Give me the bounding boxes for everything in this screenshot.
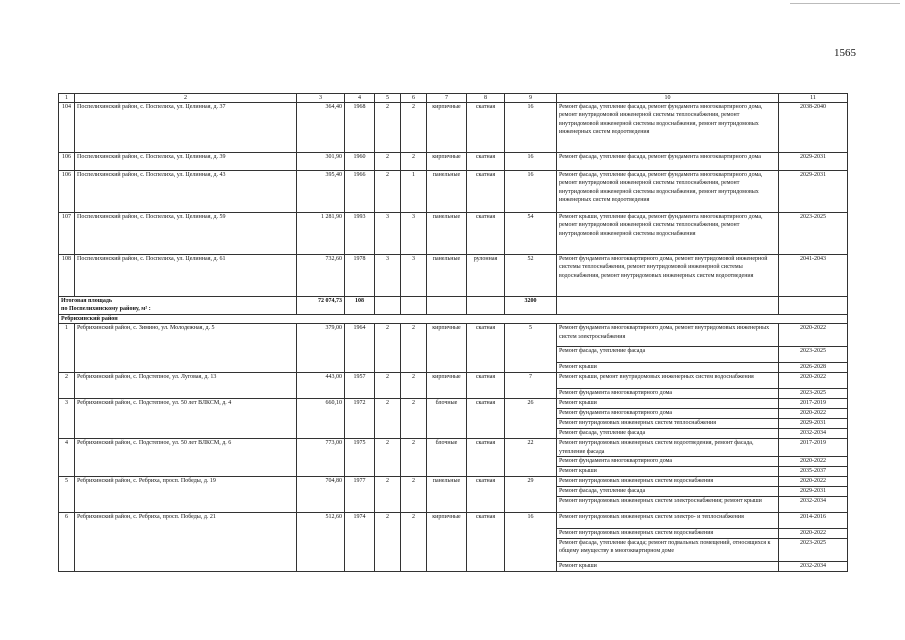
- area-cell: 773,00: [297, 439, 345, 476]
- col-header: 5: [375, 94, 401, 103]
- works-cell: Ремонт крыши, утепление фасада, ремонт фундамента многоквартирного дома, ремонт внутридомовой инженерной системы теплоснабжения, ремонт внутридомовой инженерной системы водоснабжения: [557, 213, 779, 255]
- table-row: [59, 399, 848, 409]
- row-number: 1: [59, 324, 75, 373]
- area-cell: 301,90: [297, 153, 345, 171]
- works-cell: Ремонт фундамента многоквартирного дома: [557, 409, 779, 419]
- entrances-cell: 1: [401, 171, 427, 213]
- address-cell: Ребрихинский район, с. Зимино, ул. Молодежная, д. 5: [75, 324, 297, 373]
- period-cell: 2020-2022: [779, 528, 848, 538]
- residents-cell: 7: [505, 373, 557, 399]
- table-row: [59, 153, 848, 171]
- table-row: [59, 213, 848, 255]
- area-cell: 1 281,90: [297, 213, 345, 255]
- col-header: 10: [557, 94, 779, 103]
- period-cell: 2020-2022: [779, 476, 848, 486]
- row-number: 6: [59, 512, 75, 571]
- residents-cell: 16: [505, 512, 557, 571]
- works-cell: Ремонт крыши: [557, 399, 779, 409]
- col-header: 9: [505, 94, 557, 103]
- col-header: 8: [467, 94, 505, 103]
- entrances-cell: 2: [401, 373, 427, 399]
- period-cell: 2020-2022: [779, 324, 848, 347]
- residents-cell: 16: [505, 153, 557, 171]
- period-cell: 2041-2043: [779, 255, 848, 297]
- floors-cell: 2: [375, 103, 401, 153]
- table-row: [59, 255, 848, 297]
- roof-type-cell: скатная: [467, 373, 505, 399]
- period-cell: 2035-2037: [779, 466, 848, 476]
- repair-program-table-container: [58, 93, 847, 572]
- address-cell: Ребрихинский район, с. Ребриха, просп. Победы, д. 21: [75, 512, 297, 571]
- entrances-cell: 2: [401, 439, 427, 476]
- period-cell: 2038-2040: [779, 103, 848, 153]
- period-cell: 2014-2016: [779, 512, 848, 528]
- works-cell: Ремонт фасада, утепление фасада, ремонт фундамента многоквартирного дома, ремонт внутридомовой инженерной системы теплоснабжения, ремонт внутридомовой инженерной системы водоснабжения, ремонт внутридомовых инженерных систем водоотведения: [557, 103, 779, 153]
- works-cell: Ремонт фасада, утепление фасада: [557, 486, 779, 496]
- area-cell: 704,80: [297, 476, 345, 512]
- residents-cell: 16: [505, 103, 557, 153]
- page-number: 1565: [834, 47, 856, 59]
- floors-cell: 2: [375, 373, 401, 399]
- floors-cell: 2: [375, 171, 401, 213]
- works-cell: Ремонт крыши: [557, 561, 779, 571]
- wall-material-cell: панельные: [427, 255, 467, 297]
- period-cell: 2029-2031: [779, 153, 848, 171]
- year-cell: 1972: [345, 399, 375, 439]
- works-cell: Ремонт внутридомовых инженерных систем водоснабжения: [557, 476, 779, 486]
- year-cell: 1978: [345, 255, 375, 297]
- row-number: 107: [59, 213, 75, 255]
- works-cell: Ремонт внутридомовых инженерных систем электроснабжения; ремонт крыши: [557, 496, 779, 512]
- period-cell: 2020-2022: [779, 456, 848, 466]
- col-header: 7: [427, 94, 467, 103]
- period-cell: 2029-2031: [779, 486, 848, 496]
- wall-material-cell: панельные: [427, 171, 467, 213]
- works-cell: Ремонт фасада, утепление фасада, ремонт фундамента многоквартирного дома, ремонт внутридомовой инженерной системы теплоснабжения, ремонт внутридомовой инженерной системы водоснабжения, ремонт внутридомовых инженерных систем водоотведения: [557, 171, 779, 213]
- roof-type-cell: скатная: [467, 103, 505, 153]
- floors-cell: 2: [375, 324, 401, 373]
- table-row: [59, 439, 848, 456]
- period-cell: 2032-2034: [779, 496, 848, 512]
- empty-cell: [467, 297, 505, 315]
- col-header: 11: [779, 94, 848, 103]
- column-number-row: [59, 94, 848, 103]
- residents-cell: 54: [505, 213, 557, 255]
- col-header: 6: [401, 94, 427, 103]
- table-row: [59, 103, 848, 153]
- works-cell: Ремонт внутридомовых инженерных систем водоотведения, ремонт фасада, утепление фасада: [557, 439, 779, 456]
- area-cell: 660,10: [297, 399, 345, 439]
- residents-cell: 22: [505, 439, 557, 476]
- entrances-cell: 2: [401, 399, 427, 439]
- entrances-cell: 3: [401, 213, 427, 255]
- empty-cell: [779, 297, 848, 315]
- col-header: 4: [345, 94, 375, 103]
- entrances-cell: 2: [401, 476, 427, 512]
- roof-type-cell: скатная: [467, 439, 505, 476]
- entrances-cell: 2: [401, 103, 427, 153]
- works-cell: Ремонт внутридомовых инженерных систем водоснабжения: [557, 528, 779, 538]
- total-row: [59, 297, 848, 315]
- year-cell: 1968: [345, 103, 375, 153]
- works-cell: Ремонт внутридомовых инженерных систем электро- и теплоснабжения: [557, 512, 779, 528]
- wall-material-cell: кирпичные: [427, 512, 467, 571]
- year-cell: 1966: [345, 171, 375, 213]
- residents-cell: 5: [505, 324, 557, 373]
- district-title: Ребрихинский район: [59, 315, 848, 324]
- floors-cell: 2: [375, 399, 401, 439]
- total-residents: 3200: [505, 297, 557, 315]
- works-cell: Ремонт фундамента многоквартирного дома, ремонт внутридомовой инженерной системы теплоснабжения, ремонт внутридомовой инженерной системы водоснабжения, ремонт внутридомовых инженерных систем водоотведения: [557, 255, 779, 297]
- works-cell: Ремонт крыши: [557, 363, 779, 373]
- address-cell: Ребрихинский район, с. Подстепное, ул. 50 лет ВЛКСМ, д. 6: [75, 439, 297, 476]
- floors-cell: 2: [375, 153, 401, 171]
- row-number: 104: [59, 103, 75, 153]
- address-cell: Поспелихинский район, с. Поспелиха, ул. Целинная, д. 61: [75, 255, 297, 297]
- roof-type-cell: скатная: [467, 399, 505, 439]
- address-cell: Поспелихинский район, с. Поспелиха, ул. Целинная, д. 59: [75, 213, 297, 255]
- address-cell: Ребрихинский район, с. Подстепное, ул. 50 лет ВЛКСМ, д. 4: [75, 399, 297, 439]
- col-header: 1: [59, 94, 75, 103]
- roof-type-cell: скатная: [467, 153, 505, 171]
- wall-material-cell: блочные: [427, 439, 467, 476]
- works-cell: Ремонт фундамента многоквартирного дома: [557, 456, 779, 466]
- row-number: 3: [59, 399, 75, 439]
- repair-program-table: [58, 93, 848, 572]
- area-cell: 364,40: [297, 103, 345, 153]
- residents-cell: 29: [505, 476, 557, 512]
- works-cell: Ремонт крыши, ремонт внутридомовых инженерных систем водоснабжения: [557, 373, 779, 389]
- works-cell: Ремонт фасада, утепление фасада: [557, 347, 779, 363]
- entrances-cell: 2: [401, 512, 427, 571]
- roof-type-cell: скатная: [467, 171, 505, 213]
- empty-cell: [401, 297, 427, 315]
- works-cell: Ремонт фасада, утепление фасада; ремонт подвальных помещений, относящихся к общему имуществу в многоквартирном доме: [557, 538, 779, 561]
- entrances-cell: 2: [401, 153, 427, 171]
- residents-cell: 26: [505, 399, 557, 439]
- works-cell: Ремонт крыши: [557, 466, 779, 476]
- wall-material-cell: кирпичные: [427, 153, 467, 171]
- col-header: 2: [75, 94, 297, 103]
- entrances-cell: 3: [401, 255, 427, 297]
- area-cell: 732,60: [297, 255, 345, 297]
- wall-material-cell: кирпичные: [427, 373, 467, 399]
- roof-type-cell: рулонная: [467, 255, 505, 297]
- period-cell: 2029-2031: [779, 419, 848, 429]
- year-cell: 1960: [345, 153, 375, 171]
- floors-cell: 3: [375, 255, 401, 297]
- roof-type-cell: скатная: [467, 213, 505, 255]
- total-label-line: по Поспелихинскому району, м² :: [61, 306, 151, 313]
- period-cell: 2023-2025: [779, 389, 848, 399]
- roof-type-cell: скатная: [467, 512, 505, 571]
- row-number: 5: [59, 476, 75, 512]
- table-row: [59, 512, 848, 528]
- district-row: [59, 315, 848, 324]
- empty-cell: [557, 297, 779, 315]
- address-cell: Поспелихинский район, с. Поспелиха, ул. Целинная, д. 37: [75, 103, 297, 153]
- year-cell: 1974: [345, 512, 375, 571]
- address-cell: Ребрихинский район, с. Ребриха, просп. Победы, д. 19: [75, 476, 297, 512]
- period-cell: 2032-2034: [779, 561, 848, 571]
- works-cell: Ремонт внутридомовых инженерных систем теплоснабжения: [557, 419, 779, 429]
- row-number: 106: [59, 153, 75, 171]
- wall-material-cell: блочные: [427, 399, 467, 439]
- row-number: 2: [59, 373, 75, 399]
- area-cell: 379,00: [297, 324, 345, 373]
- roof-type-cell: скатная: [467, 324, 505, 373]
- table-row: [59, 476, 848, 486]
- works-cell: Ремонт фундамента многоквартирного дома, ремонт внутридомовых инженерных систем электроснабжения: [557, 324, 779, 347]
- total-houses: 108: [345, 297, 375, 315]
- total-label-line: Итоговая площадь: [61, 298, 113, 305]
- scan-edge-mark: [790, 0, 900, 4]
- total-label: [59, 297, 297, 315]
- year-cell: 1964: [345, 324, 375, 373]
- table-row: [59, 171, 848, 213]
- period-cell: 2023-2025: [779, 347, 848, 363]
- period-cell: 2023-2025: [779, 538, 848, 561]
- works-cell: Ремонт фасада, утепление фасада: [557, 429, 779, 439]
- period-cell: 2020-2022: [779, 373, 848, 389]
- year-cell: 1957: [345, 373, 375, 399]
- year-cell: 1993: [345, 213, 375, 255]
- roof-type-cell: скатная: [467, 476, 505, 512]
- year-cell: 1975: [345, 439, 375, 476]
- period-cell: 2023-2025: [779, 213, 848, 255]
- address-cell: Поспелихинский район, с. Поспелиха, ул. Целинная, д. 39: [75, 153, 297, 171]
- area-cell: 512,60: [297, 512, 345, 571]
- col-header: 3: [297, 94, 345, 103]
- area-cell: 443,00: [297, 373, 345, 399]
- address-cell: Поспелихинский район, с. Поспелиха, ул. Целинная, д. 43: [75, 171, 297, 213]
- table-row: [59, 373, 848, 389]
- area-cell: 395,40: [297, 171, 345, 213]
- residents-cell: 16: [505, 171, 557, 213]
- floors-cell: 2: [375, 512, 401, 571]
- empty-cell: [427, 297, 467, 315]
- floors-cell: 3: [375, 213, 401, 255]
- row-number: 108: [59, 255, 75, 297]
- works-cell: Ремонт фасада, утепление фасада, ремонт фундамента многоквартирного дома: [557, 153, 779, 171]
- floors-cell: 2: [375, 476, 401, 512]
- wall-material-cell: панельные: [427, 213, 467, 255]
- floors-cell: 2: [375, 439, 401, 476]
- period-cell: 2017-2019: [779, 439, 848, 456]
- total-area: 72 074,73: [297, 297, 345, 315]
- residents-cell: 52: [505, 255, 557, 297]
- period-cell: 2029-2031: [779, 171, 848, 213]
- year-cell: 1977: [345, 476, 375, 512]
- entrances-cell: 2: [401, 324, 427, 373]
- works-cell: Ремонт фундамента многоквартирного дома: [557, 389, 779, 399]
- table-body: [59, 94, 848, 572]
- wall-material-cell: кирпичные: [427, 324, 467, 373]
- wall-material-cell: панельные: [427, 476, 467, 512]
- table-row: [59, 324, 848, 347]
- row-number: 4: [59, 439, 75, 476]
- address-cell: Ребрихинский район, с. Подстепное, ул. Луговая, д. 13: [75, 373, 297, 399]
- period-cell: 2020-2022: [779, 409, 848, 419]
- period-cell: 2032-2034: [779, 429, 848, 439]
- period-cell: 2017-2019: [779, 399, 848, 409]
- empty-cell: [375, 297, 401, 315]
- row-number: 106: [59, 171, 75, 213]
- wall-material-cell: кирпичные: [427, 103, 467, 153]
- period-cell: 2026-2028: [779, 363, 848, 373]
